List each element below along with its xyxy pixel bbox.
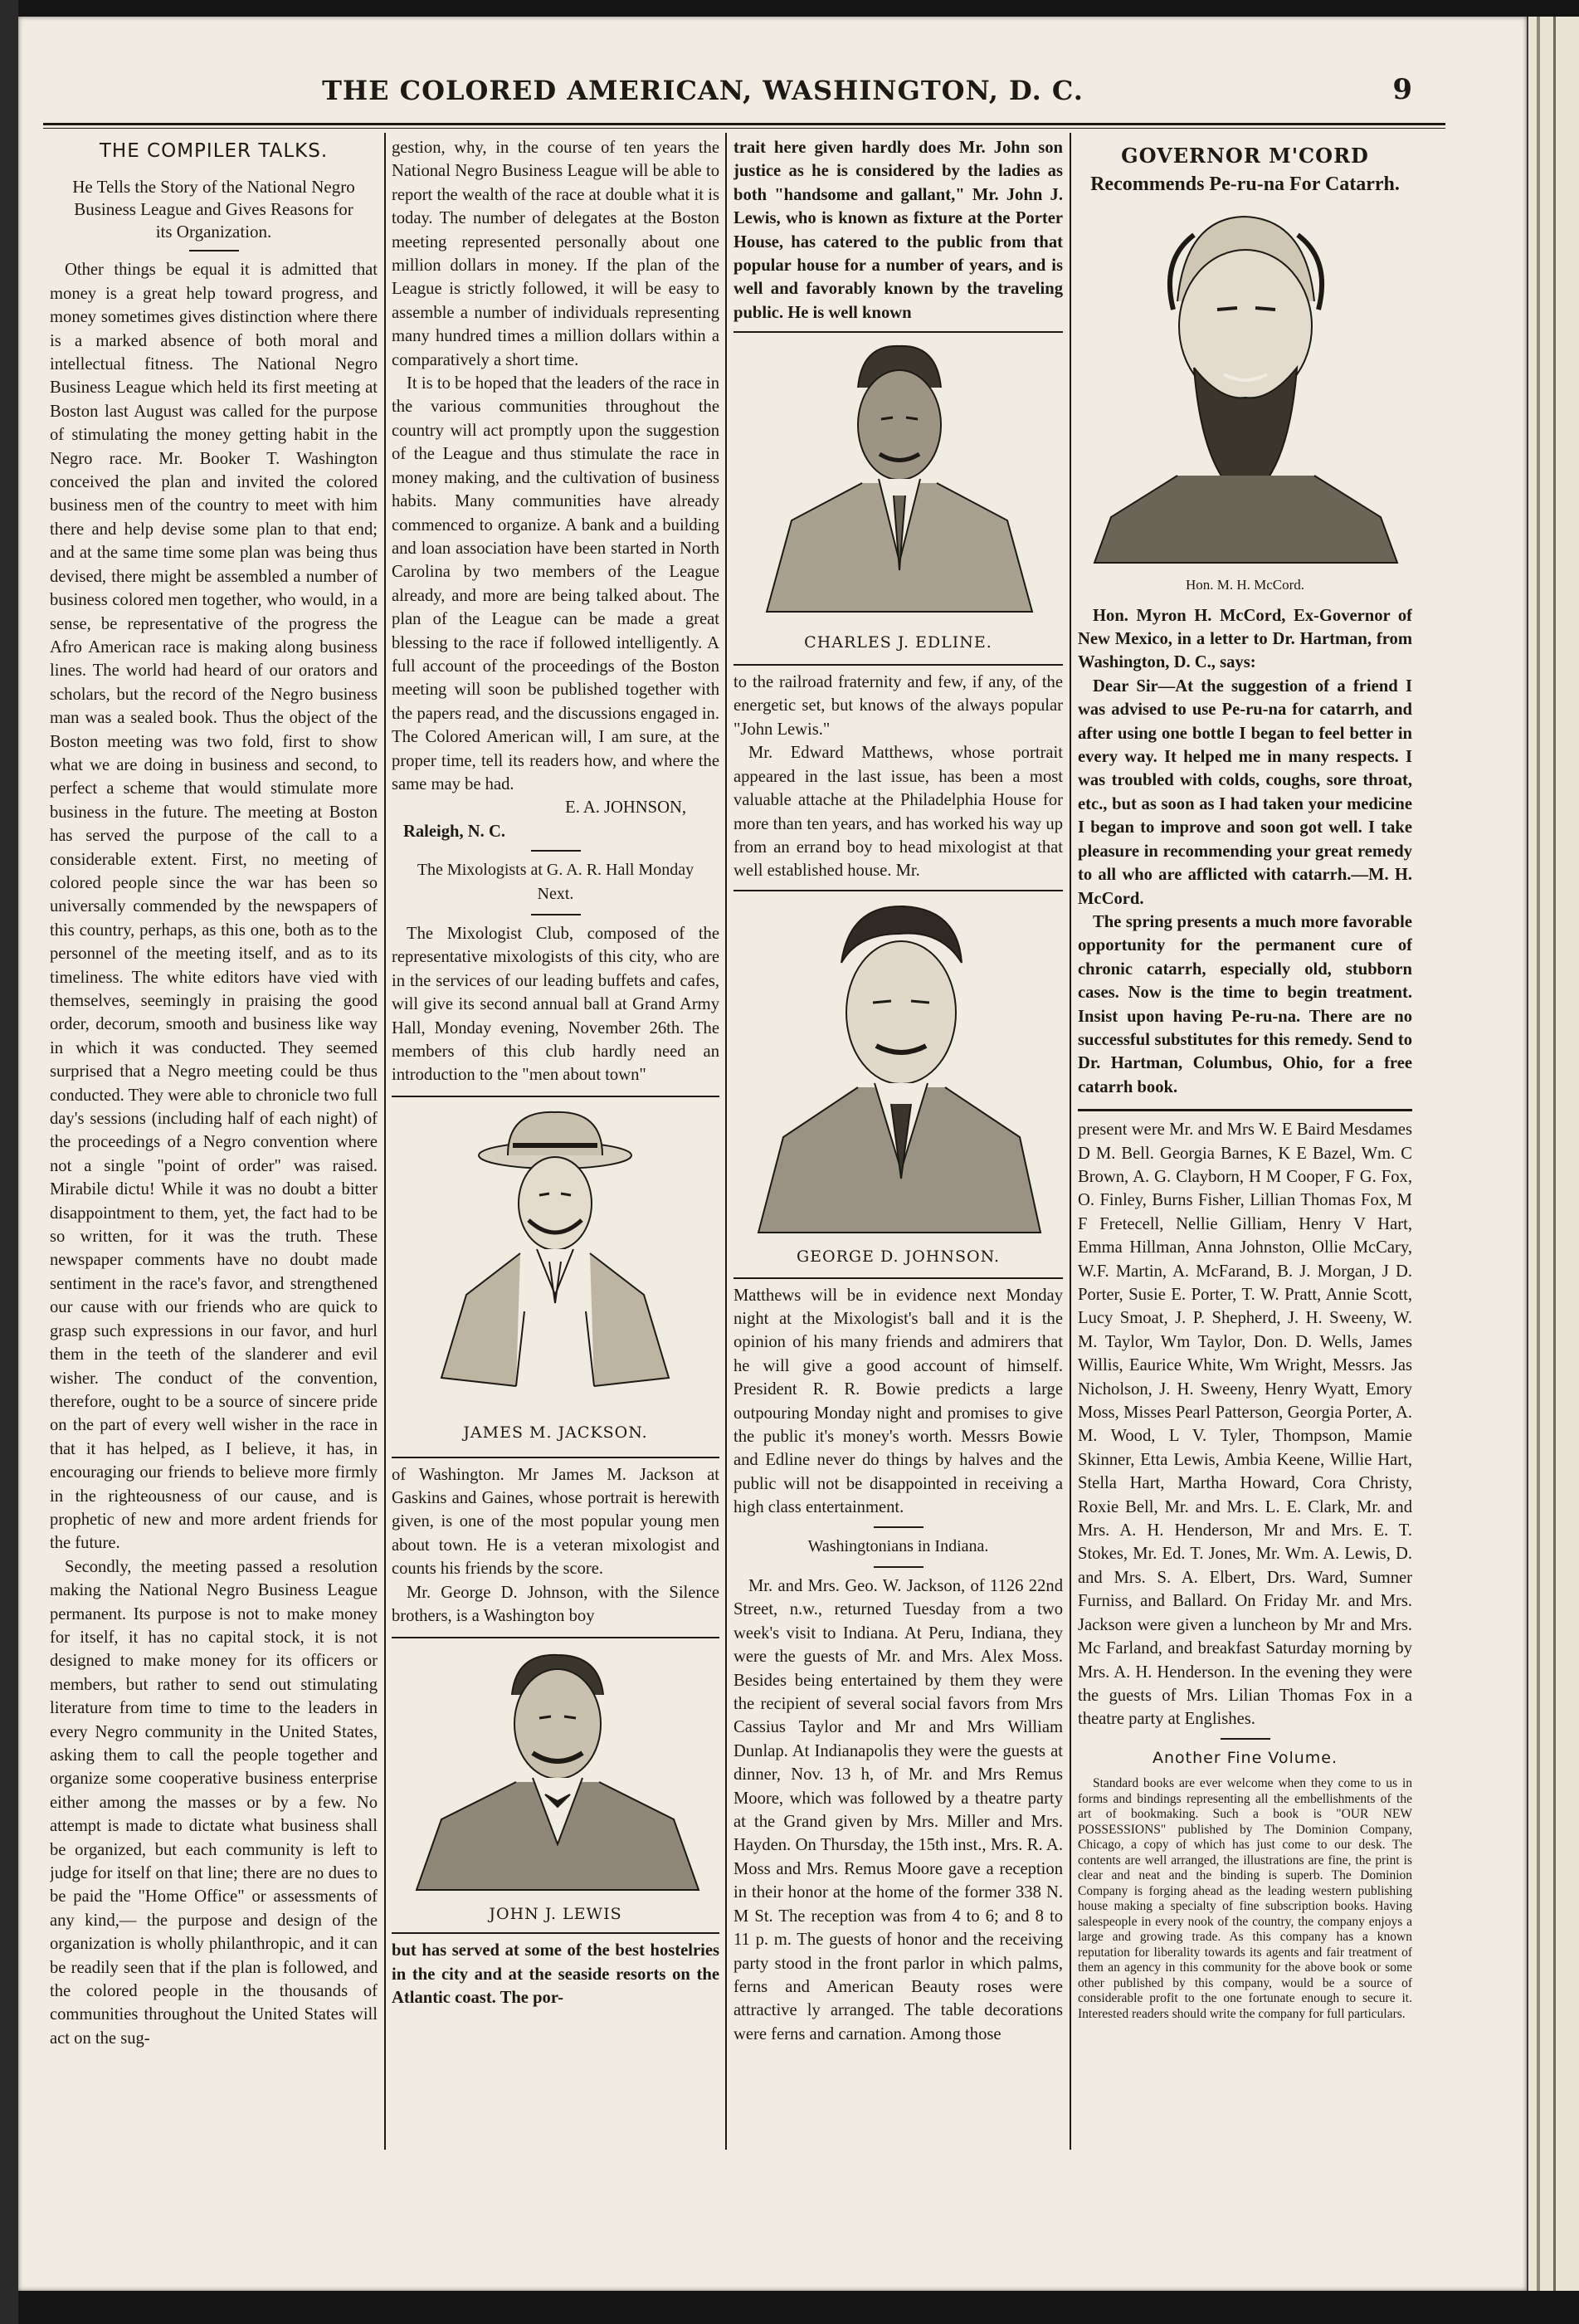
divider (392, 1096, 719, 1097)
signature: E. A. JOHNSON, (565, 798, 686, 818)
column-rule-2 (725, 133, 727, 2150)
divider (733, 664, 1063, 666)
caption-m-h-mccord: Hon. M. H. McCord. (1185, 577, 1305, 593)
masthead-rule-thin (43, 128, 1445, 129)
article-paragraph: It is to be hoped that the leaders of the race in the various communities throughout the country will act promptly upon the suggestion of the League and thus stimulate the race in money making, and the cultivation of business habits. Many communities have already commenced to organize. A bank and a building and loan association have been started in North Carolina by two members of the League already, and more are being talked about. The plan of the League can be made a great blessing to the race if followed intelligently. A full account of the proceedings of the Boston meeting will soon be published together with the papers read, and the discussions engaged in. The Colored American will, I am sure, at the proper time, tell its readers how, and where the same may be had. (392, 374, 719, 793)
masthead-rule (43, 123, 1445, 125)
article-paragraph: trait here given hardly does Mr. John son justice as he is considered by the ladies as both "handsome and gallant," Mr. John J. Lewis, who is known as fixture at the Porter House, has catered to the public from that popular house for a number of years, and is well and favorably known by the traveling public. He is well known (733, 139, 1063, 322)
article-paragraph: of Washington. Mr James M. Jackson at Gaskins and Gaines, whose portrait is herewith given, is one of the most popular young men about town. He is a veteran mixologist and counts his friends by the score. (392, 1465, 719, 1579)
ad-letter: Dear Sir—At the suggestion of a friend I was advised to use Pe-ru-na for catarrh, and after using one bottle I began to feel better in every way. It helped me in many respects. I was troubled with colds, coughs, sore throat, etc., but as soon as I had taken your medicine I began to improve and soon got well. I take pleasure in recommending your great remedy to all who are afflicted with catarrh.—M. H. McCord. (1078, 676, 1412, 908)
caption-george-d-johnson: GEORGE D. JOHNSON. (796, 1247, 1001, 1267)
headline-another-fine-volume: Another Fine Volume. (1153, 1748, 1338, 1767)
newspaper-page (18, 17, 1527, 2291)
divider (733, 331, 1063, 333)
column-rule-3 (1070, 133, 1071, 2150)
article-paragraph: Mr. George D. Johnson, with the Silence brothers, is a Washington boy (392, 1583, 719, 1626)
article-paragraph: Other things be equal it is admitted that money is a great help toward progress, and money sometimes gives distinction where there is a marked absence of both moral and intellectual fitness. The National Negro Business League which held its first meeting at Boston last August was called for the purpose of stimulating the money getting habit in the Negro race. Mr. Booker T. Washington conceived the plan and invited the colored business men of the country to meet with him there and help devise some plan to that end; and at the same time some plan was being thus devised, there might be assembled a number of business colored men together, who would, in a sense, be representative of the progress the Afro American race is making along business lines. The world had heard of our orators and scholars, but the record of the Negro business man was a sealed book. Thus the object of the Boston meeting was two fold, first to show what we are doing in business and second, to perfect a scheme that would stimulate more business in the future. The meeting at Boston has served the purpose of the call to a considerable extent. First, no meeting of colored people since the war has been so universally commended by the newspapers of this country, perhaps, as this one, both as to the personnel of the meeting itself, and as to its timeliness. The white editors have vied with themselves, seemingly in praising the good order, decorum, smooth and business like way in which it was conducted. They seemed surprised that a Negro meeting could be thus conducted. They were able to chronicle two full day's sessions (including half of each night) of the proceedings of a Negro convention where not a single "point of order" was raised. Mirabile dictu! While it was no doubt a bitter disappointment to them, yet, the fact had to be so written, for it was the truth. These newspaper comments have no doubt made sentiment in the race's favor, and strengthened our cause with our friends who are quick to grasp such expressions in our favor, and hurl them in the teeth of the slanderer and evil wisher. The conduct of the convention, therefore, ought to be a source of sincere pride on the part of every well wisher in the race in that it has helped, as I believe, it has, in encouraging our friends to believe more firmly in the righteousness of our cause, and is prophetic of new and more ardent friends for the future. (50, 261, 378, 1553)
article-paragraph: Secondly, the meeting passed a resolution making the National Negro Business League permanent. Its purpose is not to make money for itself, it has no capital stock, it is not designed to make money for its officers or members, but rather to send out stimulating literature from time to time to the leaders in every Negro community in the United States, asking them to call the people together and organize some cooperative business enterprise either among the masses or by a few. No attempt is made to dictate what business shall be organized, but each community is left to judge for itself on that line; there are no dues to be paid the "Home Office" or assessments of any kind,— the purpose and design of the organization is wholly philanthropic, and it can be readily seen that if the plan is followed, and the colored people in the thousands of communities throughout the United States will act on the sug- (50, 1557, 378, 2048)
ad-close: The spring presents a much more favorable opportunity for the permanent cure of chronic catarrh, especially old, stubborn cases. Now is the time to begin treatment. Insist upon having Pe-ru-na. There are no successful substitutes for this remedy. Send to Dr. Hartman, Columbus, Ohio, for a free catarrh book. (1078, 912, 1412, 1096)
divider (531, 914, 581, 915)
signature-place: Raleigh, N. C. (403, 822, 505, 841)
subhead-compiler-talks: He Tells the Story of the National Negro Business League and Gives Reasons for its Organization. (72, 177, 355, 242)
article-paragraph: to the railroad fraternity and few, if any, of the energetic set, but knows of the always popular "John Lewis." (733, 673, 1063, 739)
column-4 (1078, 136, 1412, 2153)
masthead (43, 73, 1412, 108)
portrait-john-j-lewis (392, 1645, 719, 1894)
article-paragraph: Matthews will be in evidence next Monday night at the Mixologist's ball and it is the opinion of his many friends and admirers that he will give a good account of himself. President R. R. Bowie predicts a large outpouring Monday night and promises to give the public it's money's worth. Messrs Bowie and Edline never do things by halves and the public will not be disappointed in receiving a high class entertainment. (733, 1286, 1063, 1517)
column-1 (50, 133, 378, 2158)
headline-mixologists: The Mixologists at G. A. R. Hall Monday Next. (417, 861, 694, 903)
divider (392, 1457, 719, 1458)
divider (1221, 1738, 1270, 1740)
book-spine (0, 0, 18, 2324)
portrait-george-d-johnson (733, 896, 1063, 1237)
column-3 (733, 136, 1063, 2153)
masthead-title: THE COLORED AMERICAN, WASHINGTON, D. C. (322, 75, 1084, 106)
divider (874, 1526, 924, 1528)
caption-james-m-jackson: JAMES M. JACKSON. (463, 1423, 648, 1443)
column-2 (392, 136, 719, 2153)
article-paragraph: The Mixologist Club, composed of the representative mixologists of this city, who are in the services of our leading buffets and cafes, will give its second annual ball at Grand Army Hall, Monday evening, November 26th. The members of this club hardly need an introduction to the "men about town" (392, 925, 719, 1085)
divider (392, 1637, 719, 1638)
portrait-m-h-mccord (1078, 202, 1412, 567)
caption-charles-j-edline: CHARLES J. EDLINE. (804, 632, 992, 652)
portrait-james-m-jackson (392, 1104, 719, 1411)
page-number: 9 (1392, 73, 1412, 106)
portrait-charles-j-edline (733, 338, 1063, 620)
article-paragraph: Mr. and Mrs. Geo. W. Jackson, of 1126 22nd Street, n.w., returned Tuesday from a two week's visit to Indiana. At Peru, Indiana, they were the guests of Mr. and Mrs. Alex Moss. Besides being entertained by them they were the recipient of several social favors from Mrs Cassius Taylor and Mr and Mrs William Dunlap. At Indianapolis they were the guests at dinner, Nov. 13 h, of Mr. and Mrs Remus Moore, which was followed by a theatre party at the Grand given by Mrs. Miller and Mrs. Hayden. On Thursday, the 15th inst., Mrs. R. A. Moss and Mrs. Remus Moore gave a reception in their honor at the home of the former 338 N. M St. The reception was from 4 to 6; and 8 to 11 p. m. The guests of honor and the receiving party stood in the front parlor in which palms, ferns and American Beauty roses were attractive ly arranged. The table decorations were ferns and carnation. Among those (733, 1577, 1063, 2043)
article-paragraph: but has served at some of the best hostelries in the city and at the seaside resorts on the Atlantic coast. The por- (392, 1941, 719, 2008)
article-paragraph: gestion, why, in the course of ten years the National Negro Business League will be able to report the wealth of the race at double what it is today. The number of delegates at the Boston meeting represented personally about one million dollars in money. If the plan of the League is strictly followed, it will be easy to assemble a number of individuals representing many hundred times a million dollars within a comparatively a short time. (392, 139, 719, 369)
binding-edge (1527, 17, 1579, 2291)
ad-subtitle: Recommends Pe-ru-na For Catarrh. (1090, 173, 1400, 196)
article-paragraph: present were Mr. and Mrs W. E Baird Mesdames D M. Bell. Georgia Barnes, K E Bazel, Wm. C Brown, A. G. Clayborn, H M Cooper, F G. Fox, O. Finley, Burns Fisher, Lillian Thomas Fox, M F Fretecell, Nellie Gilliam, Henry V Hart, Emma Hillman, Anna Johnston, Ollie McCary, W.F. Martin, A. McFarand, B. J. Morgan, J D. Porter, Susie E. Porter, T. W. Pratt, Annie Scott, Lucy Smoat, J. P. Shepherd, J. H. Sweeny, W. M. Taylor, Wm Taylor, Don. D. Wells, James Willis, Eaurice White, Wm Wright, Messrs. Jas Nicholson, J. H. Sweeny, Henry Wyatt, Emory Moss, Misses Pearl Patterson, Georgia Porter, A. M. Wood, L V. Tyler, Thompson, Mamie Skinner, Etta Lewis, Ambia Keene, Willie Hart, Stella Hart, Martha Howard, Cora Christy, Roxie Bell, Mr. and Mrs. L. E. Clark, Mr. and Mrs. A. H. Henderson, Mr and Mrs. E. T. Stokes, Mr. Ed. T. Jones, Mr. Wm. A. Lewis, D. and Mrs. S. A. Elbert, Drs. Ward, Sumner Furniss, and Ballard. On Friday Mr. and Mrs. Jackson were given a luncheon by Mr and Mrs. Mc Farland, and breakfast Saturday morning by Mrs. A. H. Henderson. In the evening they were the guests of Mrs. Lilian Thomas Fox in a theatre party at Englishes. (1078, 1120, 1412, 1729)
divider (1078, 1109, 1412, 1111)
divider (392, 1932, 719, 1934)
divider (733, 890, 1063, 891)
divider (189, 250, 239, 251)
divider (874, 1566, 924, 1568)
headline-washingtonians-in-indiana: Washingtonians in Indiana. (807, 1536, 989, 1555)
ad-intro: Hon. Myron H. McCord, Ex-Governor of New Mexico, in a letter to Dr. Hartman, from Washington, D. C., says: (1078, 606, 1412, 672)
article-paragraph: Mr. Edward Matthews, whose portrait appeared in the last issue, has been a most valuable attache at the Philadelphia House for more than ten years, and has worked his way up from an errand boy to head mixologist at that well established house. Mr. (733, 744, 1063, 881)
divider (733, 1277, 1063, 1279)
caption-john-j-lewis: JOHN J. LEWIS (489, 1904, 622, 1923)
column-rule-1 (384, 133, 386, 2150)
divider (531, 850, 581, 852)
ad-title: GOVERNOR M'CORD (1121, 144, 1369, 168)
headline-compiler-talks: THE COMPILER TALKS. (99, 140, 329, 162)
article-paragraph: Standard books are ever welcome when they come to us in forms and bindings representing all the embellishments of the art of bookmaking. Such a book is "OUR NEW POSSESSIONS" published by The Dominion Company, Chicago, a copy of which has just come to our desk. The contents are well arranged, the illustrations are fine, the print is clear and neat and the binding is superb. The Dominion Company is forging ahead as the leading western publishing house making a specialty of fine subscription books. Having salespeople in every nook of the country, the company enjoys a large and growing trade. As this company has a known reputation for liberality towards its agents and fair treatment of them an agency in this community for the above book or some other published by this company, would be a source of considerable profit to the one fortunate enough to secure it. Interested readers should write the company for full particulars. (1078, 1776, 1412, 2021)
